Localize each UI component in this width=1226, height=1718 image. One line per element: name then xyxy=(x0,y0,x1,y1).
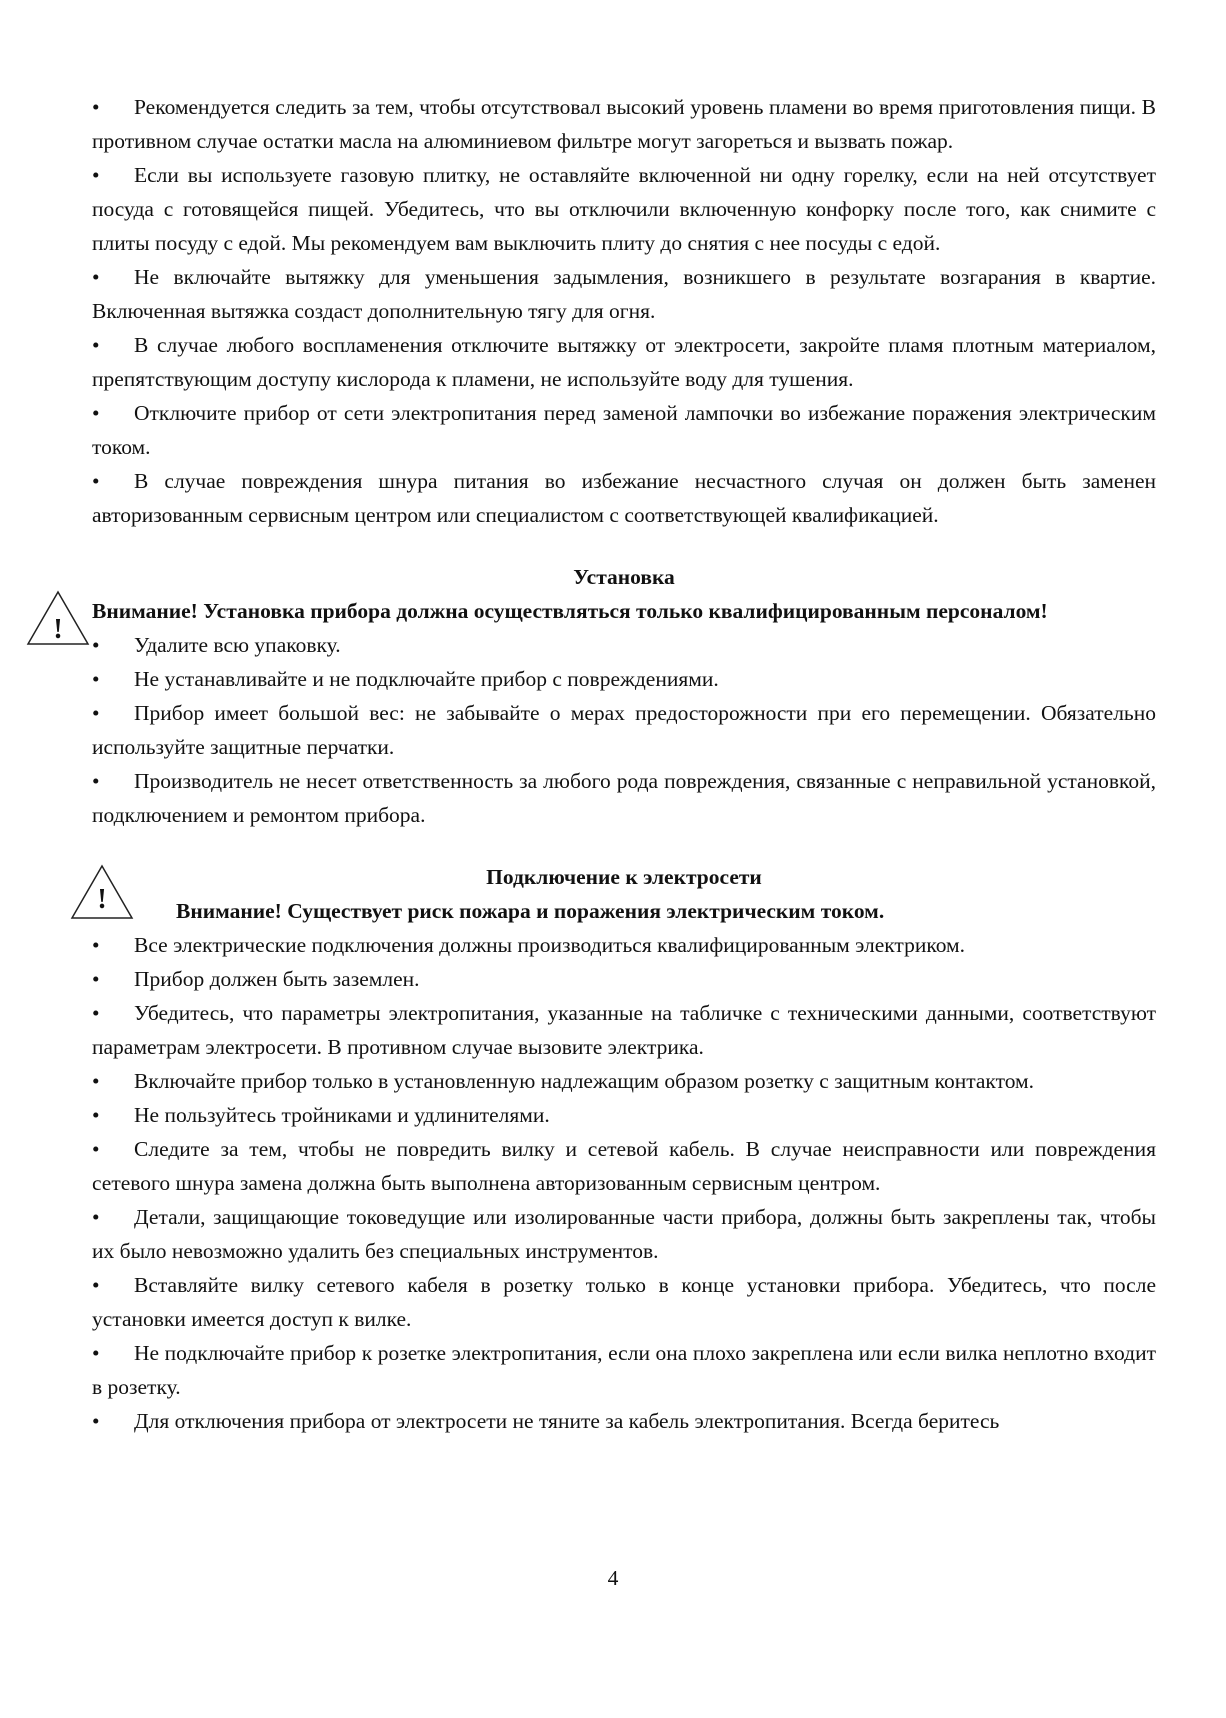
bullet: • xyxy=(92,1341,100,1365)
bullet: • xyxy=(92,401,100,425)
list-item: • Не пользуйтесь тройниками и удлинителями. xyxy=(92,1098,1156,1132)
list-item: • Убедитесь, что параметры электропитания, указанные на табличке с техническими данными, соответствуют параметрам электросети. В противном случае вызовите электрика. xyxy=(92,996,1156,1064)
bullet: • xyxy=(92,1069,100,1093)
bullet: • xyxy=(92,95,100,119)
list-item: • Не подключайте прибор к розетке электропитания, если она плохо закреплена или если вилка неплотно входит в розетку. xyxy=(92,1336,1156,1404)
list-item: • Все электрические подключения должны производиться квалифицированным электриком. xyxy=(92,928,1156,962)
list-item: • Прибор должен быть заземлен. xyxy=(92,962,1156,996)
bullet: • xyxy=(92,633,100,657)
list-item: • Производитель не несет ответственность за любого рода повреждения, связанные с неправильной установкой, подключением и ремонтом прибора. xyxy=(92,764,1156,832)
installation-section xyxy=(53,560,1156,832)
installation-heading: Установка xyxy=(573,565,675,589)
bullet: • xyxy=(92,967,100,991)
document-page xyxy=(53,90,1156,1438)
bullet: • xyxy=(92,469,100,493)
list-item: • Следите за тем, чтобы не повредить вилку и сетевой кабель. В случае неисправности или повреждения сетевого шнура замена должна быть выполнена авторизованным сервисным центром. xyxy=(92,1132,1156,1200)
bullet: • xyxy=(92,1137,100,1161)
bullet: • xyxy=(92,667,100,691)
list-item: • Для отключения прибора от электросети не тяните за кабель электропитания. Всегда беритесь xyxy=(92,1404,1156,1438)
svg-text:!: ! xyxy=(53,614,63,645)
list-item: • Прибор имеет большой вес: не забывайте о мерах предосторожности при его перемещении. Обязательно используйте защитные перчатки. xyxy=(92,696,1156,764)
bullet: • xyxy=(92,1409,100,1433)
list-item: • Удалите всю упаковку. xyxy=(92,628,1156,662)
electrical-warning: Внимание! Существует риск пожара и поражения электрическим током. xyxy=(176,899,885,923)
bullet: • xyxy=(92,701,100,725)
electrical-heading: Подключение к электросети xyxy=(486,865,762,889)
bullet: • xyxy=(92,1001,100,1025)
bullet: • xyxy=(92,163,100,187)
warning-triangle-icon xyxy=(26,590,90,648)
list-item: • Если вы используете газовую плитку, не оставляйте включенной ни одну горелку, если на ней отсутствует посуда с готовящейся пищей. Убедитесь, что вы отключили включенную конфорку после того, как снимите с плиты посуду с едой. Мы рекомендуем вам выключить плиту до снятия с нее посуды с едой. xyxy=(92,158,1156,260)
bullet: • xyxy=(92,265,100,289)
bullet: • xyxy=(92,333,100,357)
bullet: • xyxy=(92,1273,100,1297)
list-item: • Включайте прибор только в установленную надлежащим образом розетку с защитным контактом. xyxy=(92,1064,1156,1098)
intro-list xyxy=(92,90,1156,532)
installation-warning: Внимание! Установка прибора должна осуществляться только квалифицированным персоналом! xyxy=(92,599,1048,623)
list-item: • Не устанавливайте и не подключайте прибор с повреждениями. xyxy=(92,662,1156,696)
bullet: • xyxy=(92,1205,100,1229)
page-number: 4 xyxy=(607,1566,619,1590)
electrical-section xyxy=(92,860,1156,1438)
list-item: • Вставляйте вилку сетевого кабеля в розетку только в конце установки прибора. Убедитесь, что после установки имеется доступ к вилке. xyxy=(92,1268,1156,1336)
svg-text:!: ! xyxy=(97,884,107,915)
bullet: • xyxy=(92,1103,100,1127)
list-item: • В случае повреждения шнура питания во избежание несчастного случая он должен быть заменен авторизованным сервисным центром или специалистом с соответствующей квалификацией. xyxy=(92,464,1156,532)
list-item: • Отключите прибор от сети электропитания перед заменой лампочки во избежание поражения электрическим током. xyxy=(92,396,1156,464)
list-item: • Не включайте вытяжку для уменьшения задымления, возникшего в результате возгарания в квартие. Включенная вытяжка создаст дополнительную тягу для огня. xyxy=(92,260,1156,328)
warning-triangle-icon xyxy=(70,864,134,922)
bullet: • xyxy=(92,769,100,793)
list-item: • Рекомендуется следить за тем, чтобы отсутствовал высокий уровень пламени во время приготовления пищи. В противном случае остатки масла на алюминиевом фильтре могут загореться и вызвать пожар. xyxy=(92,90,1156,158)
list-item: • Детали, защищающие токоведущие или изолированные части прибора, должны быть закреплены так, чтобы их было невозможно удалить без специальных инструментов. xyxy=(92,1200,1156,1268)
bullet: • xyxy=(92,933,100,957)
list-item: • В случае любого воспламенения отключите вытяжку от электросети, закройте пламя плотным материалом, препятствующим доступу кислорода к пламени, не используйте воду для тушения. xyxy=(92,328,1156,396)
